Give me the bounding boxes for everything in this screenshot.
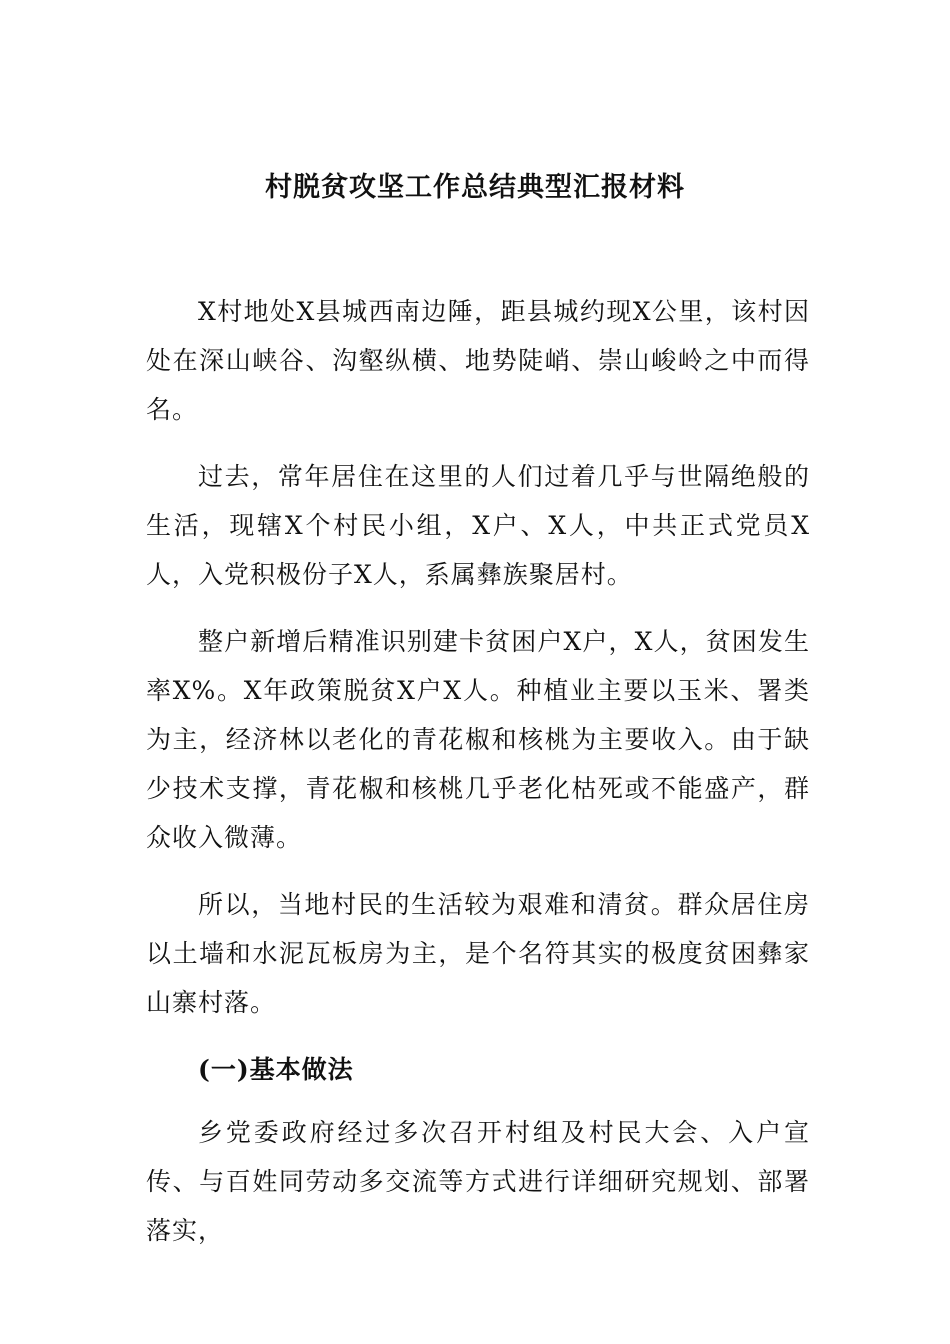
document-body [146,287,810,1255]
section-heading: (一)基本做法 [198,1055,354,1084]
paragraph-location: X村地处X县城西南边陲，距县城约现X公里，该村因处在深山峡谷、沟壑纵横、地势陡峭、崇山峻岭之中而得名。 [146,297,810,424]
paragraph-history: 过去，常年居住在这里的人们过着几乎与世隔绝般的生活，现辖X个村民小组，X户、X人，中共正式党员X人，入党积极份子X人，系属彝族聚居村。 [146,462,810,589]
paragraph-living-conditions: 所以，当地村民的生活较为艰难和清贫。群众居住房以土墙和水泥瓦板房为主，是个名符其实的极度贫困彝家山寨村落。 [146,890,810,1017]
paragraph-poverty-status: 整户新增后精准识别建卡贫困户X户，X人，贫困发生率X%。X年政策脱贫X户X人。种植业主要以玉米、署类为主，经济林以老化的青花椒和核桃为主要收入。由于缺少技术支撑，青花椒和核桃几乎老化枯死或不能盛产，群众收入微薄。 [146,627,810,852]
paragraph-basic-approach: 乡党委政府经过多次召开村组及村民大会、入户宣传、与百姓同劳动多交流等方式进行详细研究规划、部署落实， [146,1118,810,1245]
document-title: 村脱贫攻坚工作总结典型汇报材料 [265,172,685,203]
